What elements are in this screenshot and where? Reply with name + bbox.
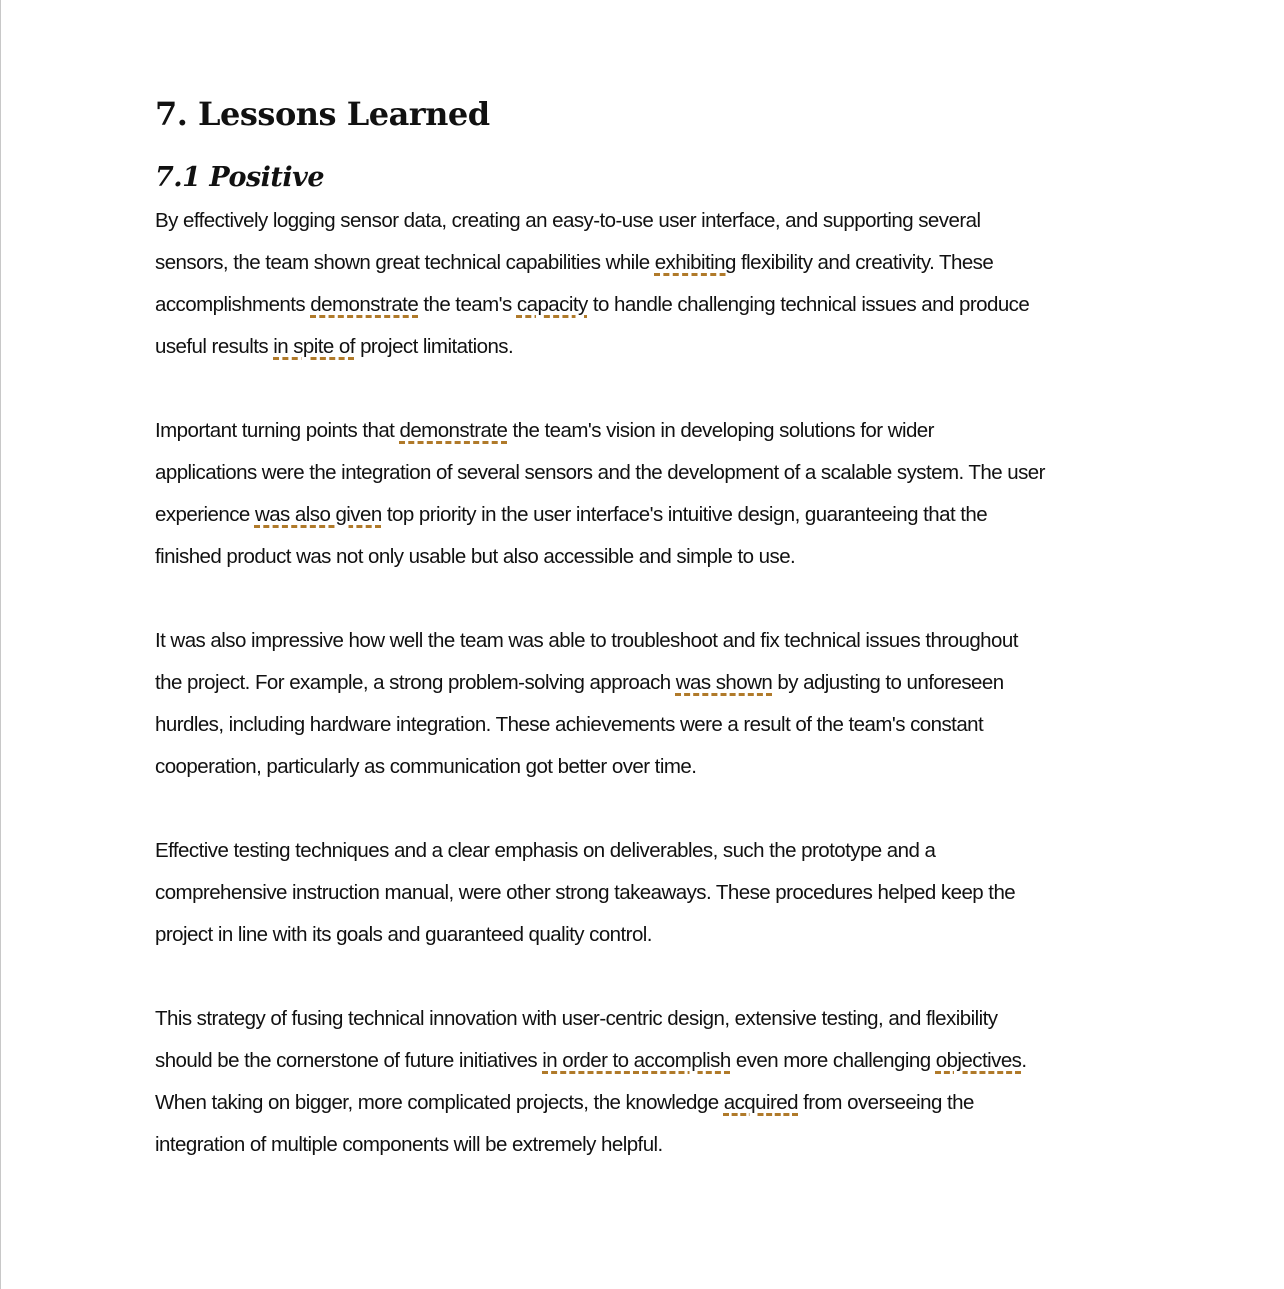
paragraph-4 bbox=[155, 830, 1155, 956]
text-run: Effective testing techniques and a clear emphasis on deliverables, such the prototype and a bbox=[155, 839, 936, 862]
text-run: should be the cornerstone of future initiatives bbox=[155, 1049, 543, 1072]
paragraph-2 bbox=[155, 410, 1155, 578]
text-run: the project. For example, a strong problem-solving approach bbox=[155, 671, 676, 694]
text-run: to handle challenging technical issues and produce bbox=[587, 293, 1030, 316]
text-run: by adjusting to unforeseen bbox=[772, 671, 1004, 694]
paragraph-line bbox=[155, 410, 1155, 452]
paragraph-line bbox=[155, 1040, 1155, 1082]
paragraph-line bbox=[155, 326, 1155, 368]
grammar-suggestion[interactable]: acquired bbox=[723, 1091, 798, 1114]
text-run: Important turning points that bbox=[155, 419, 400, 442]
text-run: sensors, the team shown great technical capabilities while bbox=[155, 251, 655, 274]
text-run: the team's bbox=[418, 293, 517, 316]
text-run: hurdles, including hardware integration. These achievements were a result of the team's constant bbox=[155, 713, 984, 736]
grammar-suggestion[interactable]: was also given bbox=[254, 503, 382, 526]
paragraph-line bbox=[155, 1124, 1155, 1166]
text-run: flexibility and creativity. These bbox=[735, 251, 994, 274]
text-run: project in line with its goals and guaranteed quality control. bbox=[155, 923, 652, 946]
text-run: from overseeing the bbox=[798, 1091, 974, 1114]
text-run: experience bbox=[155, 503, 255, 526]
grammar-suggestion[interactable]: exhibiting bbox=[654, 251, 736, 274]
text-run: even more challenging bbox=[730, 1049, 936, 1072]
paragraph-line bbox=[155, 1082, 1155, 1124]
text-run: finished product was not only usable but also accessible and simple to use. bbox=[155, 545, 796, 568]
text-run: By effectively logging sensor data, creating an easy-to-use user interface, and supporting several bbox=[155, 209, 981, 232]
paragraph-line bbox=[155, 872, 1155, 914]
paragraph-line bbox=[155, 998, 1155, 1040]
text-run: This strategy of fusing technical innovation with user-centric design, extensive testing, and flexibility bbox=[155, 1007, 998, 1030]
text-run: cooperation, particularly as communication got better over time. bbox=[155, 755, 697, 778]
paragraph-line bbox=[155, 746, 1155, 788]
document-page bbox=[155, 0, 1155, 1289]
subsection-heading: 7.1 Positive bbox=[155, 162, 325, 193]
grammar-suggestion[interactable]: capacity bbox=[516, 293, 588, 316]
text-run: useful results bbox=[155, 335, 274, 358]
text-run: integration of multiple components will be extremely helpful. bbox=[155, 1133, 663, 1156]
grammar-suggestion[interactable]: objectives bbox=[935, 1049, 1022, 1072]
text-run: the team's vision in developing solutions for wider bbox=[507, 419, 934, 442]
paragraph-line bbox=[155, 284, 1155, 326]
text-run: When taking on bigger, more complicated projects, the knowledge bbox=[155, 1091, 724, 1114]
section-heading: 7. Lessons Learned bbox=[155, 95, 490, 133]
paragraph-line bbox=[155, 200, 1155, 242]
paragraph-line bbox=[155, 662, 1155, 704]
paragraph-line bbox=[155, 620, 1155, 662]
paragraph-line bbox=[155, 830, 1155, 872]
text-run: top priority in the user interface's intuitive design, guaranteeing that the bbox=[381, 503, 988, 526]
paragraph-line bbox=[155, 536, 1155, 578]
text-run: comprehensive instruction manual, were other strong takeaways. These procedures helped keep the bbox=[155, 881, 1016, 904]
text-run: . bbox=[1021, 1049, 1027, 1072]
grammar-suggestion[interactable]: demonstrate bbox=[399, 419, 508, 442]
paragraph-1 bbox=[155, 200, 1155, 368]
paragraph-line bbox=[155, 242, 1155, 284]
grammar-suggestion[interactable]: in order to accomplish bbox=[542, 1049, 731, 1072]
paragraph-line bbox=[155, 452, 1155, 494]
paragraph-3 bbox=[155, 620, 1155, 788]
text-run: project limitations. bbox=[354, 335, 514, 358]
page-left-edge bbox=[0, 0, 1, 1289]
grammar-suggestion[interactable]: demonstrate bbox=[310, 293, 419, 316]
paragraph-line bbox=[155, 494, 1155, 536]
text-run: It was also impressive how well the team was able to troubleshoot and fix technical issues throughout bbox=[155, 629, 1018, 652]
paragraph-5 bbox=[155, 998, 1155, 1166]
text-run: accomplishments bbox=[155, 293, 311, 316]
paragraph-line bbox=[155, 704, 1155, 746]
paragraph-line bbox=[155, 914, 1155, 956]
grammar-suggestion[interactable]: in spite of bbox=[273, 335, 355, 358]
text-run: applications were the integration of several sensors and the development of a scalable system. The user bbox=[155, 461, 1045, 484]
grammar-suggestion[interactable]: was shown bbox=[675, 671, 773, 694]
